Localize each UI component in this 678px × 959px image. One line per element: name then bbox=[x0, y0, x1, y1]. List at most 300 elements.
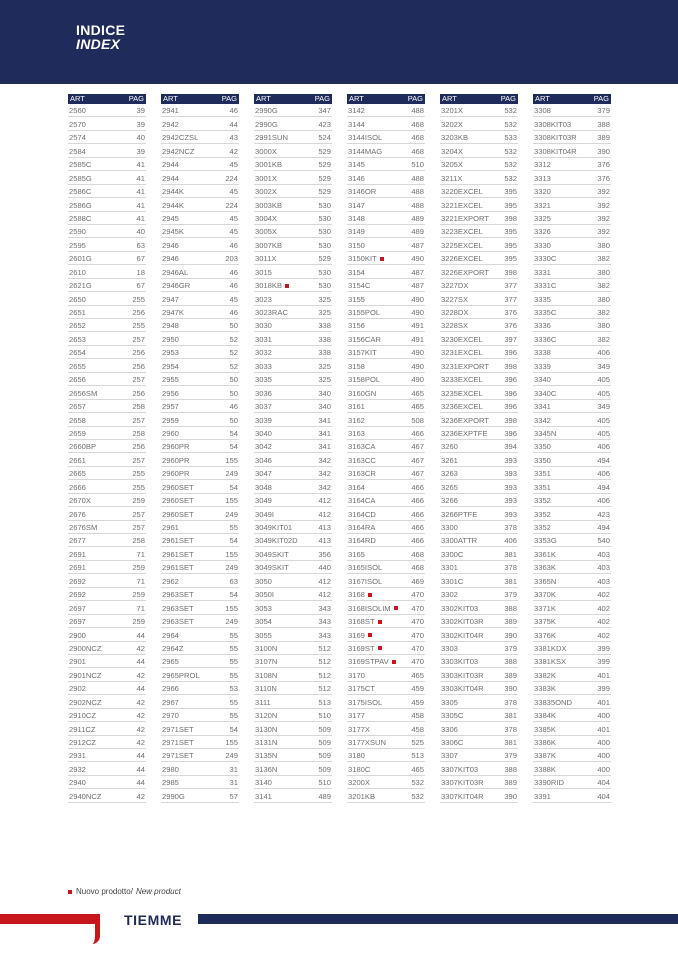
article-code-text: 3352 bbox=[534, 496, 551, 506]
index-row bbox=[68, 789, 146, 802]
article-code bbox=[534, 307, 556, 318]
page-number: 487 bbox=[411, 240, 424, 250]
article-code-text: 2900NCZ bbox=[69, 643, 102, 653]
article-code bbox=[534, 240, 551, 251]
article-code bbox=[441, 280, 468, 291]
article-code bbox=[162, 764, 179, 775]
index-row bbox=[533, 534, 611, 547]
article-code bbox=[69, 186, 91, 197]
article-code-text: 3381KSX bbox=[534, 657, 567, 667]
article-code-text: 3303 bbox=[441, 643, 458, 653]
page-number: 42 bbox=[229, 146, 238, 156]
index-row bbox=[68, 521, 146, 534]
article-code-text: 3228DX bbox=[441, 308, 469, 317]
page-number: 155 bbox=[225, 603, 238, 613]
index-row bbox=[347, 642, 425, 655]
index-row bbox=[161, 494, 239, 507]
article-code-text: 2946GR bbox=[162, 281, 191, 291]
article-code bbox=[534, 294, 551, 305]
page-number: 341 bbox=[318, 415, 331, 425]
article-code-text: 3039 bbox=[255, 415, 272, 425]
article-code bbox=[441, 105, 463, 116]
index-row bbox=[254, 440, 332, 453]
index-row bbox=[533, 722, 611, 735]
index-row bbox=[161, 695, 239, 708]
index-row bbox=[68, 467, 146, 480]
article-code-text: 3168ST bbox=[348, 617, 375, 627]
article-code-text: 3345N bbox=[534, 428, 557, 438]
article-code-text: 2940NCZ bbox=[69, 791, 102, 801]
page-number: 398 bbox=[504, 213, 517, 223]
article-code-text: 3049KIT01 bbox=[255, 523, 293, 532]
article-code-text: 3352 bbox=[534, 509, 551, 519]
page-number: 401 bbox=[597, 697, 610, 707]
article-code-text: 3301C bbox=[441, 576, 464, 586]
index-row bbox=[68, 561, 146, 574]
article-code-text: 3053 bbox=[255, 603, 272, 613]
index-row bbox=[533, 561, 611, 574]
article-code bbox=[348, 294, 365, 305]
index-row bbox=[161, 615, 239, 628]
article-code-text: 3054 bbox=[255, 617, 272, 627]
article-code bbox=[162, 132, 198, 143]
article-code bbox=[162, 173, 179, 184]
index-row bbox=[161, 655, 239, 668]
page-number: 396 bbox=[504, 388, 517, 398]
index-row bbox=[68, 762, 146, 775]
index-row bbox=[161, 789, 239, 802]
article-code-text: 3305 bbox=[441, 697, 458, 707]
page-number: 347 bbox=[318, 106, 331, 116]
article-code bbox=[255, 764, 277, 775]
page-number: 459 bbox=[411, 697, 424, 707]
article-code-text: 3049 bbox=[255, 496, 272, 506]
page-number: 67 bbox=[136, 254, 145, 264]
article-code-text: 2910CZ bbox=[69, 711, 97, 721]
index-row bbox=[347, 306, 425, 319]
index-row bbox=[254, 480, 332, 493]
article-code-text: 2964Z bbox=[162, 643, 184, 653]
index-row bbox=[347, 561, 425, 574]
index-row bbox=[440, 386, 518, 399]
index-row bbox=[533, 117, 611, 130]
article-code bbox=[534, 119, 571, 130]
article-code-text: 2990G bbox=[162, 791, 185, 801]
article-code bbox=[441, 589, 458, 600]
index-row bbox=[68, 212, 146, 225]
article-code-text: 3390RID bbox=[534, 778, 564, 788]
article-code-text: 3175CT bbox=[348, 684, 376, 694]
page-number: 54 bbox=[229, 482, 238, 492]
index-row bbox=[347, 185, 425, 198]
page-number: 46 bbox=[229, 106, 238, 116]
index-row bbox=[254, 534, 332, 547]
article-code-text: 3325 bbox=[534, 213, 551, 223]
article-code-text: 3307KIT03R bbox=[441, 778, 484, 788]
article-code-text: 3131N bbox=[255, 738, 278, 747]
article-code bbox=[69, 159, 91, 170]
index-row bbox=[347, 695, 425, 708]
article-code bbox=[69, 697, 102, 708]
article-code bbox=[69, 388, 97, 399]
page-number: 397 bbox=[504, 334, 517, 344]
article-code-text: 3164CA bbox=[348, 496, 376, 506]
article-code-text: 3221EXPORT bbox=[441, 213, 489, 223]
page-number: 532 bbox=[411, 778, 424, 788]
page-number: 530 bbox=[318, 213, 331, 223]
article-code bbox=[348, 535, 376, 546]
page-number: 356 bbox=[318, 549, 331, 559]
article-code bbox=[162, 428, 179, 439]
index-row bbox=[161, 413, 239, 426]
page-number: 389 bbox=[504, 670, 517, 680]
article-code bbox=[348, 616, 382, 627]
page-number: 512 bbox=[318, 670, 331, 680]
article-code bbox=[255, 737, 277, 748]
article-code-text: 3049SKIT bbox=[255, 549, 289, 559]
index-row bbox=[254, 507, 332, 520]
article-code bbox=[441, 630, 484, 641]
index-row bbox=[161, 104, 239, 117]
page-number: 255 bbox=[132, 321, 145, 331]
article-code bbox=[441, 777, 484, 788]
article-code bbox=[441, 670, 484, 681]
page-number: 392 bbox=[597, 213, 610, 223]
index-row bbox=[254, 171, 332, 184]
pag-header: PAG bbox=[593, 94, 609, 103]
index-row bbox=[254, 427, 332, 440]
article-code bbox=[69, 495, 91, 506]
index-row bbox=[440, 413, 518, 426]
index-row bbox=[440, 238, 518, 251]
article-code-text: 3142 bbox=[348, 106, 365, 116]
index-row bbox=[533, 762, 611, 775]
article-code-text: 3023RAC bbox=[255, 308, 288, 317]
article-code-text: 3111 bbox=[255, 697, 271, 707]
article-code-text: 2940 bbox=[69, 778, 86, 788]
page-number: 400 bbox=[597, 711, 610, 721]
article-code bbox=[441, 603, 478, 614]
article-code-text: 2963SET bbox=[162, 590, 194, 600]
new-product-marker-icon bbox=[368, 593, 372, 597]
page-number: 388 bbox=[504, 603, 517, 613]
index-row bbox=[161, 252, 239, 265]
page-number: 224 bbox=[225, 200, 238, 210]
article-code-text: 3371K bbox=[534, 603, 556, 613]
page-number: 52 bbox=[229, 361, 238, 371]
page-number: 395 bbox=[504, 200, 517, 210]
index-row bbox=[254, 238, 332, 251]
page-number: 406 bbox=[597, 496, 610, 506]
pag-header: PAG bbox=[221, 94, 237, 103]
page-number: 404 bbox=[597, 791, 610, 801]
index-row bbox=[440, 534, 518, 547]
article-code bbox=[69, 630, 86, 641]
page-number: 42 bbox=[136, 738, 145, 747]
page-number: 467 bbox=[411, 455, 424, 465]
page-number: 532 bbox=[504, 160, 517, 170]
page-number: 257 bbox=[132, 375, 145, 385]
page-number: 458 bbox=[411, 711, 424, 721]
index-row bbox=[440, 117, 518, 130]
note-text-it: Nuovo prodotto/ bbox=[76, 887, 133, 896]
page-number: 255 bbox=[132, 294, 145, 304]
article-code bbox=[69, 724, 95, 735]
article-code-text: 3387K bbox=[534, 751, 556, 761]
page-number: 376 bbox=[504, 321, 517, 331]
article-code bbox=[348, 213, 365, 224]
article-code-text: 2677 bbox=[69, 536, 86, 546]
page-number: 349 bbox=[597, 361, 610, 371]
index-row bbox=[68, 144, 146, 157]
article-code bbox=[162, 294, 179, 305]
page-number: 257 bbox=[132, 415, 145, 425]
article-code-text: 2651 bbox=[69, 308, 86, 317]
page-number: 395 bbox=[504, 254, 517, 264]
page-number: 31 bbox=[229, 764, 238, 774]
index-row bbox=[347, 332, 425, 345]
article-code-text: 3162 bbox=[348, 415, 365, 425]
index-row bbox=[440, 292, 518, 305]
article-code-text: 3326 bbox=[534, 227, 551, 237]
article-code bbox=[441, 186, 483, 197]
article-code bbox=[69, 737, 96, 748]
index-row bbox=[161, 386, 239, 399]
index-row bbox=[533, 400, 611, 413]
article-code bbox=[534, 710, 556, 721]
index-row bbox=[533, 588, 611, 601]
index-row bbox=[533, 668, 611, 681]
article-code-text: 3156 bbox=[348, 321, 365, 331]
index-row bbox=[254, 789, 332, 802]
page-number: 406 bbox=[597, 348, 610, 358]
index-row bbox=[533, 413, 611, 426]
page-number: 259 bbox=[132, 590, 145, 600]
page-number: 530 bbox=[318, 281, 331, 291]
page-number: 45 bbox=[229, 187, 238, 197]
page-number: 490 bbox=[411, 375, 424, 385]
index-row bbox=[347, 319, 425, 332]
article-code-text: 3156CAR bbox=[348, 334, 381, 344]
article-code-text: 3002X bbox=[255, 187, 277, 197]
page-number: 470 bbox=[411, 630, 424, 640]
article-code-text: 3223EXCEL bbox=[441, 227, 483, 237]
index-column-6 bbox=[533, 94, 611, 803]
index-row bbox=[533, 736, 611, 749]
article-code bbox=[162, 697, 179, 708]
article-code bbox=[255, 186, 277, 197]
article-code bbox=[69, 603, 86, 614]
page-number: 41 bbox=[136, 173, 145, 183]
article-code-text: 3227DX bbox=[441, 281, 469, 291]
article-code-text: 3236EXPTFE bbox=[441, 428, 488, 438]
index-row bbox=[254, 736, 332, 749]
article-code-text: 3169ST bbox=[348, 643, 375, 653]
article-code bbox=[69, 267, 86, 278]
index-row bbox=[254, 252, 332, 265]
article-code-text: 2676SM bbox=[69, 523, 98, 532]
article-code bbox=[441, 347, 483, 358]
article-code-text: 2912CZ bbox=[69, 738, 97, 747]
index-row bbox=[68, 292, 146, 305]
article-code bbox=[255, 509, 274, 520]
article-code bbox=[534, 320, 551, 331]
article-code bbox=[162, 495, 194, 506]
page-number: 43 bbox=[229, 133, 238, 143]
index-row bbox=[68, 615, 146, 628]
article-code-text: 3164RD bbox=[348, 536, 376, 546]
article-code-text: 3177 bbox=[348, 711, 365, 721]
page-number: 398 bbox=[504, 267, 517, 277]
article-code bbox=[162, 670, 200, 681]
page-number: 402 bbox=[597, 590, 610, 600]
page-number: 490 bbox=[411, 294, 424, 304]
article-code bbox=[441, 576, 463, 587]
index-row bbox=[254, 144, 332, 157]
article-code bbox=[441, 441, 458, 452]
article-code bbox=[348, 724, 370, 735]
page-number: 155 bbox=[225, 549, 238, 559]
page-number: 390 bbox=[504, 684, 517, 694]
page-number: 67 bbox=[136, 281, 145, 291]
article-code bbox=[441, 697, 458, 708]
article-code-text: 2946AL bbox=[162, 267, 189, 277]
page-number: 55 bbox=[229, 670, 238, 680]
index-row bbox=[254, 413, 332, 426]
article-code bbox=[255, 535, 298, 546]
page-number: 530 bbox=[318, 227, 331, 237]
page-number: 155 bbox=[225, 496, 238, 506]
index-row bbox=[440, 642, 518, 655]
index-row bbox=[440, 749, 518, 762]
brand-logo: TIEMME bbox=[124, 912, 183, 928]
index-row bbox=[68, 171, 146, 184]
art-header: ART bbox=[70, 94, 85, 103]
index-row bbox=[347, 158, 425, 171]
article-code-text: 3163CA bbox=[348, 442, 376, 452]
index-row bbox=[254, 225, 332, 238]
article-code-text: 2960SET bbox=[162, 509, 194, 519]
article-code bbox=[441, 562, 458, 573]
page-number: 41 bbox=[136, 213, 145, 223]
index-row bbox=[440, 601, 518, 614]
page-number: 529 bbox=[318, 173, 331, 183]
page-number: 249 bbox=[225, 617, 238, 627]
article-code bbox=[255, 320, 272, 331]
article-code bbox=[255, 616, 272, 627]
article-code-text: 3005X bbox=[255, 227, 277, 237]
article-code bbox=[441, 791, 484, 802]
article-code-text: 3163 bbox=[348, 428, 365, 438]
new-product-marker-icon bbox=[68, 890, 72, 894]
article-code-text: 3165 bbox=[348, 549, 365, 559]
page-number: 343 bbox=[318, 630, 331, 640]
article-code-text: 3003KB bbox=[255, 200, 283, 210]
article-code-text: 3158 bbox=[348, 361, 365, 371]
article-code bbox=[441, 643, 458, 654]
article-code bbox=[348, 549, 365, 560]
index-row bbox=[533, 695, 611, 708]
index-row bbox=[533, 185, 611, 198]
article-code bbox=[69, 320, 86, 331]
article-code bbox=[162, 186, 184, 197]
page-number: 57 bbox=[229, 791, 238, 801]
art-header: ART bbox=[442, 94, 457, 103]
article-code-text: 3226EXPORT bbox=[441, 267, 489, 277]
article-code bbox=[534, 750, 556, 761]
page-number: 45 bbox=[229, 213, 238, 223]
article-code-text: 2621G bbox=[69, 281, 92, 291]
article-code-text: 3365N bbox=[534, 576, 557, 586]
page-number: 525 bbox=[411, 738, 424, 747]
index-row bbox=[533, 104, 611, 117]
index-row bbox=[68, 198, 146, 211]
index-row bbox=[161, 642, 239, 655]
index-row bbox=[347, 427, 425, 440]
article-code-text: 2959 bbox=[162, 415, 179, 425]
article-code-text: 3302KIT03R bbox=[441, 617, 484, 627]
page-number: 338 bbox=[318, 321, 331, 331]
article-code bbox=[255, 549, 289, 560]
index-row bbox=[440, 722, 518, 735]
article-code bbox=[534, 347, 551, 358]
article-code-text: 2697 bbox=[69, 617, 86, 627]
page-number: 325 bbox=[318, 361, 331, 371]
column-header bbox=[440, 94, 518, 104]
index-row bbox=[347, 494, 425, 507]
article-code-text: 2953 bbox=[162, 348, 179, 358]
page-number: 255 bbox=[132, 469, 145, 479]
article-code-text: 3047 bbox=[255, 469, 272, 479]
article-code bbox=[534, 267, 551, 278]
article-code-text: 2588C bbox=[69, 213, 92, 223]
article-code bbox=[534, 535, 557, 546]
article-code bbox=[348, 764, 370, 775]
article-code-text: 2666 bbox=[69, 482, 86, 492]
index-row bbox=[254, 265, 332, 278]
article-code bbox=[255, 307, 288, 318]
index-row bbox=[440, 628, 518, 641]
page-number: 257 bbox=[132, 455, 145, 465]
article-code-text: 2653 bbox=[69, 334, 86, 344]
page-number: 466 bbox=[411, 536, 424, 546]
article-code bbox=[441, 415, 489, 426]
page-number: 466 bbox=[411, 496, 424, 506]
article-code bbox=[162, 159, 179, 170]
article-code bbox=[534, 401, 551, 412]
article-code bbox=[534, 334, 556, 345]
page-number: 489 bbox=[411, 227, 424, 237]
new-product-marker-icon bbox=[285, 284, 289, 288]
page-number: 54 bbox=[229, 428, 238, 438]
page-number: 403 bbox=[597, 576, 610, 586]
header-banner bbox=[0, 0, 678, 84]
article-code bbox=[348, 240, 365, 251]
article-code-text: 2658 bbox=[69, 415, 86, 425]
article-code-text: 3300 bbox=[441, 523, 458, 532]
article-code-text: 3037 bbox=[255, 402, 272, 412]
page-number: 46 bbox=[229, 240, 238, 250]
index-row bbox=[254, 521, 332, 534]
article-code-text: 3136N bbox=[255, 764, 278, 774]
page-number: 388 bbox=[504, 657, 517, 667]
article-code bbox=[69, 670, 102, 681]
page-number: 509 bbox=[318, 738, 331, 747]
index-row bbox=[161, 480, 239, 493]
page-number: 381 bbox=[504, 576, 517, 586]
article-code bbox=[441, 334, 483, 345]
article-code-text: 3107N bbox=[255, 657, 278, 667]
